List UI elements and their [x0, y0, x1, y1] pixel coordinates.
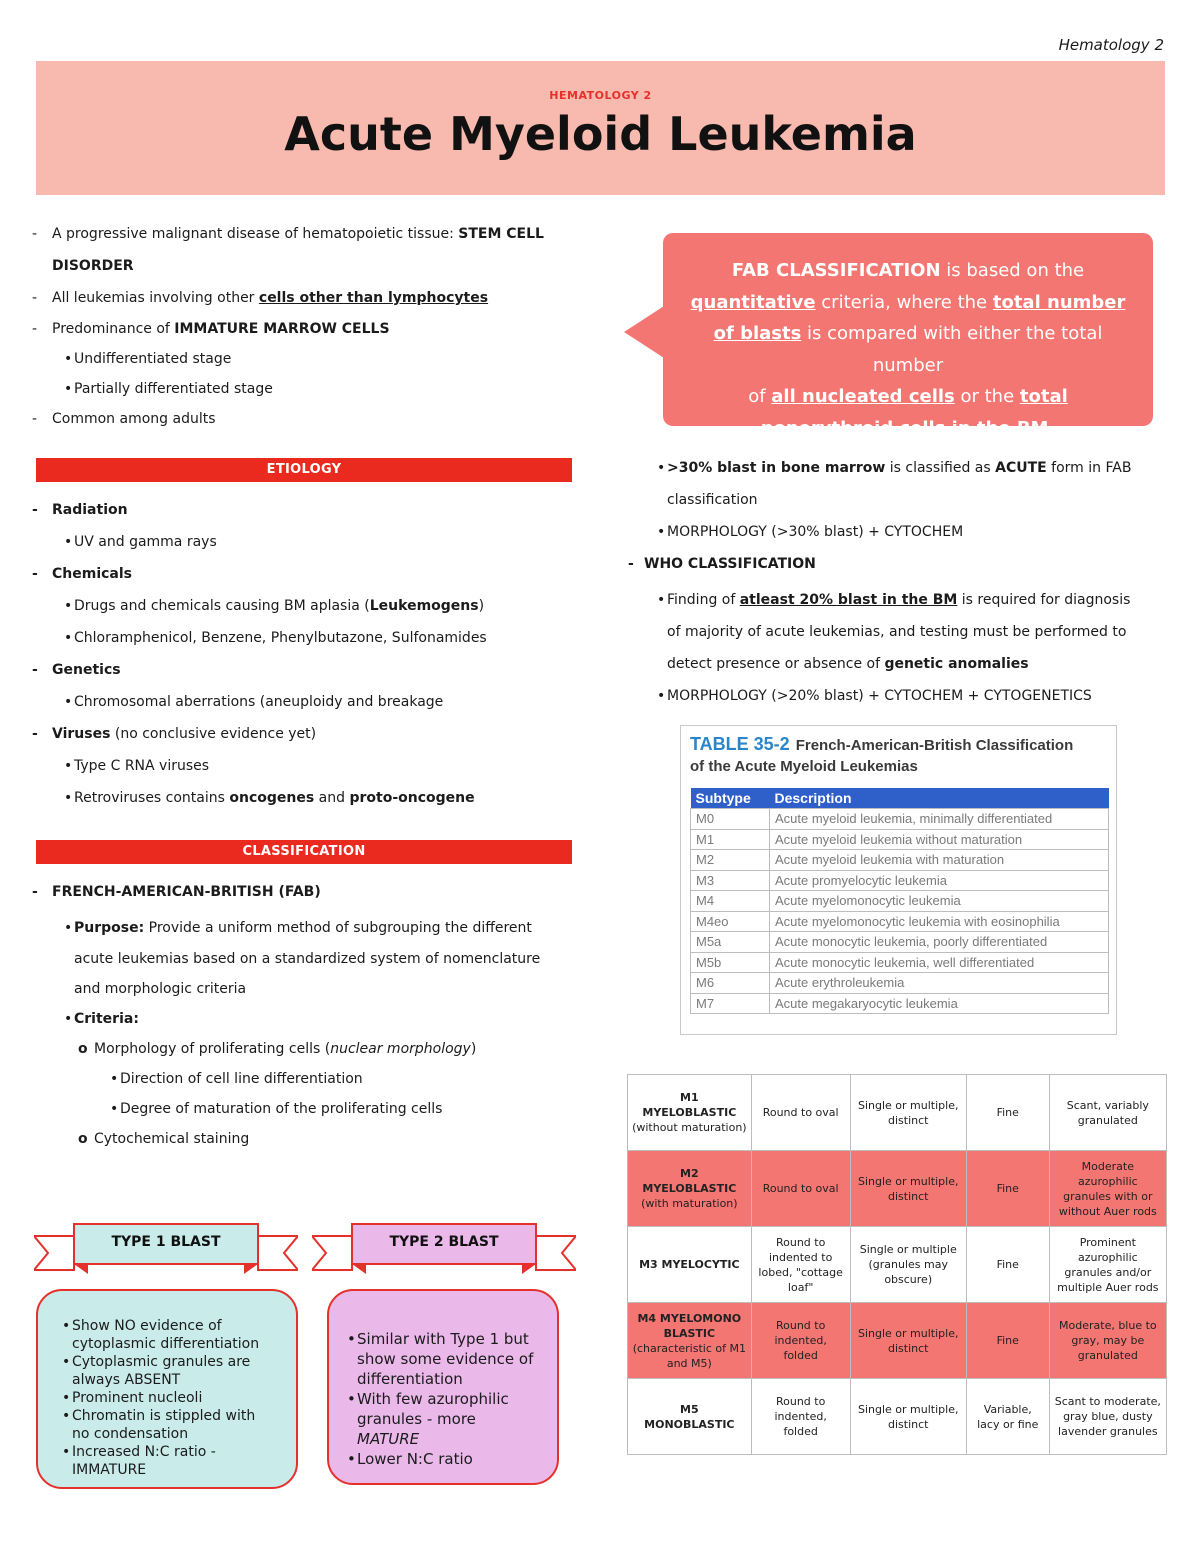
type1-item: • Chromatin is stippled with no condensation — [62, 1407, 276, 1443]
left-column — [32, 218, 577, 1154]
type2-item: • With few azurophilic granules - more MATURE — [347, 1389, 541, 1449]
intro-item: - Predominance of IMMATURE MARROW CELLS — [32, 321, 390, 337]
classification-subitem: • Criteria: — [64, 1011, 139, 1027]
table-row — [691, 829, 1109, 850]
description-cell: Acute monocytic leukemia, well differentiated — [770, 952, 1109, 973]
subtype-table — [627, 1074, 1167, 1455]
etiology-subitem: • Chloramphenicol, Benzene, Phenylbutazone, Sulfonamides — [64, 630, 487, 646]
intro-item: - All leukemias involving other cells other than lymphocytes — [32, 290, 489, 306]
subtype-cell: Single or multiple (granules may obscure) — [850, 1227, 966, 1303]
etiology-subitem: • Chromosomal aberrations (aneuploidy and breakage — [64, 694, 444, 710]
subtype-name-line: M1 — [680, 1091, 699, 1104]
subtype-cell: M0 — [691, 809, 770, 830]
subtype-cell: M5a — [691, 932, 770, 953]
right-column — [628, 452, 1165, 712]
fab-note-cont: classification — [667, 492, 758, 508]
subtype-name-line: M4 MYELOMONO — [637, 1311, 742, 1325]
type2-ribbon — [312, 1222, 576, 1284]
subtype-cell: Scant to moderate, gray blue, dusty lavender granules — [1049, 1379, 1166, 1455]
subtype-name-cell — [628, 1227, 752, 1303]
table-row — [691, 850, 1109, 871]
table-row — [691, 809, 1109, 830]
page-title: Acute Myeloid Leukemia — [284, 107, 917, 161]
subtype-cell: Single or multiple, distinct — [850, 1151, 966, 1227]
callout-arrow — [624, 306, 664, 358]
subtype-cell: Prominent azurophilic granules and/or multiple Auer rods — [1049, 1227, 1166, 1303]
title-banner — [36, 61, 1165, 195]
fab-table — [690, 788, 1109, 1014]
intro-item: - Common among adults — [32, 411, 216, 427]
type2-card — [327, 1289, 559, 1485]
subtype-cell: M1 — [691, 829, 770, 850]
type1-card — [36, 1289, 298, 1489]
subtype-name-cell — [628, 1303, 752, 1379]
description-cell: Acute myelomonocytic leukemia with eosinophilia — [770, 911, 1109, 932]
etiology-item: - Radiation — [32, 502, 128, 518]
subtype-cell: Single or multiple, distinct — [850, 1303, 966, 1379]
type1-item: • Cytoplasmic granules are always ABSENT — [62, 1353, 276, 1389]
subtype-cell: Round to oval — [751, 1151, 850, 1227]
description-cell: Acute myelomonocytic leukemia — [770, 891, 1109, 912]
type2-item: • Similar with Type 1 but show some evidence of differentiation — [347, 1329, 541, 1389]
etiology-item: - Genetics — [32, 662, 121, 678]
table-row — [691, 870, 1109, 891]
subtype-name-cell — [628, 1379, 752, 1455]
subtype-cell: Round to indented, folded — [751, 1379, 850, 1455]
subtype-name-line: BLASTIC — [663, 1326, 716, 1340]
running-head: Hematology 2 — [1058, 36, 1164, 54]
subtype-cell: Round to oval — [751, 1075, 850, 1151]
subtype-cell: Fine — [966, 1151, 1049, 1227]
subtype-cell: M7 — [691, 993, 770, 1014]
subtype-cell: Round to indented, folded — [751, 1303, 850, 1379]
criteria-item: o Cytochemical staining — [78, 1131, 250, 1147]
subtype-name-cell — [628, 1151, 752, 1227]
fab-table-figure — [680, 725, 1117, 1035]
subtype-cell: Round to indented to lobed, "cottage loaf" — [751, 1227, 850, 1303]
intro-subitem: • Undifferentiated stage — [64, 351, 232, 367]
table-row — [691, 973, 1109, 994]
table-row — [628, 1379, 1167, 1455]
etiology-subitem: • Type C RNA viruses — [64, 758, 210, 774]
description-cell: Acute promyelocytic leukemia — [770, 870, 1109, 891]
etiology-subitem: • Drugs and chemicals causing BM aplasia (Leukemogens) — [64, 598, 485, 614]
subtype-cell: Single or multiple, distinct — [850, 1379, 966, 1455]
classification-header: CLASSIFICATION — [36, 840, 572, 864]
subtype-name-line: MONOBLASTIC — [644, 1417, 735, 1431]
criteria-item: o Morphology of proliferating cells (nuclear morphology) — [78, 1041, 477, 1057]
etiology-item: - Viruses (no conclusive evidence yet) — [32, 726, 317, 742]
criteria-subitem: • Degree of maturation of the proliferating cells — [110, 1101, 443, 1117]
intro-item-cont: DISORDER — [52, 258, 134, 274]
subtype-cell: M2 — [691, 850, 770, 871]
subtype-name-line: (with maturation) — [641, 1197, 738, 1210]
subtype-name-line: MYELOBLASTIC — [642, 1182, 737, 1195]
banner-kicker: HEMATOLOGY 2 — [549, 89, 652, 102]
type1-item: • Show NO evidence of cytoplasmic differentiation — [62, 1317, 276, 1353]
subtype-name-line: MYELOBLASTIC — [642, 1106, 737, 1119]
subtype-cell: M5b — [691, 952, 770, 973]
intro-subitem: • Partially differentiated stage — [64, 381, 273, 397]
subtype-cell: M3 — [691, 870, 770, 891]
type2-title: TYPE 2 BLAST — [389, 1234, 499, 1250]
etiology-item: - Chemicals — [32, 566, 133, 582]
subtype-cell: M6 — [691, 973, 770, 994]
subtype-name-line: (characteristic of M1 and M5) — [632, 1341, 746, 1370]
table-row — [691, 993, 1109, 1014]
column-header: Description — [770, 788, 1109, 809]
classification-subitem-cont: and morphologic criteria — [74, 981, 247, 997]
table-row — [691, 932, 1109, 953]
etiology-subitem: • UV and gamma rays — [64, 534, 217, 550]
classification-item: - FRENCH-AMERICAN-BRITISH (FAB) — [32, 884, 321, 900]
subtype-cell: Single or multiple, distinct — [850, 1075, 966, 1151]
type1-item: • Prominent nucleoli — [62, 1389, 276, 1407]
fab-callout: FAB CLASSIFICATION is based on the quantitative criteria, where the total number of blasts is compared with either the total number of all nucleated cells or the total nonerythroid cells in the BM. — [663, 233, 1153, 426]
fab-note: • >30% blast in bone marrow is classified as ACUTE form in FAB — [657, 460, 1132, 476]
subtype-cell: Fine — [966, 1303, 1049, 1379]
table-row — [628, 1151, 1167, 1227]
who-note: • MORPHOLOGY (>20% blast) + CYTOCHEM + CYTOGENETICS — [657, 688, 1092, 704]
etiology-header: ETIOLOGY — [36, 458, 572, 482]
who-note-cont: detect presence or absence of genetic anomalies — [667, 656, 1029, 672]
type1-item: • Increased N:C ratio - IMMATURE — [62, 1443, 276, 1479]
criteria-subitem: • Direction of cell line differentiation — [110, 1071, 363, 1087]
description-cell: Acute erythroleukemia — [770, 973, 1109, 994]
column-header: Subtype — [691, 788, 770, 809]
type2-item: • Lower N:C ratio — [347, 1449, 541, 1469]
subtype-cell: Moderate azurophilic granules with or without Auer rods — [1049, 1151, 1166, 1227]
subtype-cell: Fine — [966, 1075, 1049, 1151]
table-row — [691, 952, 1109, 973]
subtype-name-line: (without maturation) — [632, 1121, 747, 1134]
type1-ribbon — [34, 1222, 298, 1284]
type1-title: TYPE 1 BLAST — [111, 1234, 221, 1250]
classification-subitem: • Purpose: Provide a uniform method of subgrouping the different — [64, 920, 532, 936]
subtype-cell: Scant, variably granulated — [1049, 1075, 1166, 1151]
description-cell: Acute monocytic leukemia, poorly differentiated — [770, 932, 1109, 953]
subtype-cell: Moderate, blue to gray, may be granulated — [1049, 1303, 1166, 1379]
description-cell: Acute myeloid leukemia, minimally differentiated — [770, 809, 1109, 830]
etiology-subitem: • Retroviruses contains oncogenes and proto-oncogene — [64, 790, 475, 806]
table-row — [628, 1303, 1167, 1379]
fab-table-caption: TABLE 35-2 French-American-British Classification — [690, 734, 1074, 754]
intro-item: - A progressive malignant disease of hematopoietic tissue: STEM CELL — [32, 226, 544, 242]
subtype-name-cell — [628, 1075, 752, 1151]
table-row — [628, 1227, 1167, 1303]
who-heading: - WHO CLASSIFICATION — [628, 556, 816, 572]
fab-table-caption-2: of the Acute Myeloid Leukemias — [690, 758, 918, 775]
description-cell: Acute myeloid leukemia with maturation — [770, 850, 1109, 871]
table-row — [628, 1075, 1167, 1151]
subtype-name-line: M2 — [680, 1167, 699, 1180]
description-cell: Acute myeloid leukemia without maturation — [770, 829, 1109, 850]
who-note-cont: of majority of acute leukemias, and testing must be performed to — [667, 624, 1127, 640]
who-note: • Finding of atleast 20% blast in the BM is required for diagnosis — [657, 592, 1131, 608]
fab-note: • MORPHOLOGY (>30% blast) + CYTOCHEM — [657, 524, 964, 540]
subtype-name-line: M5 — [680, 1402, 699, 1416]
classification-subitem-cont: acute leukemias based on a standardized system of nomenclature — [74, 951, 541, 967]
subtype-cell: M4eo — [691, 911, 770, 932]
subtype-cell: M4 — [691, 891, 770, 912]
subtype-cell: Variable, lacy or fine — [966, 1379, 1049, 1455]
subtype-name-line: M3 MYELOCYTIC — [639, 1258, 740, 1271]
table-row — [691, 891, 1109, 912]
table-row — [691, 911, 1109, 932]
subtype-cell: Fine — [966, 1227, 1049, 1303]
description-cell: Acute megakaryocytic leukemia — [770, 993, 1109, 1014]
